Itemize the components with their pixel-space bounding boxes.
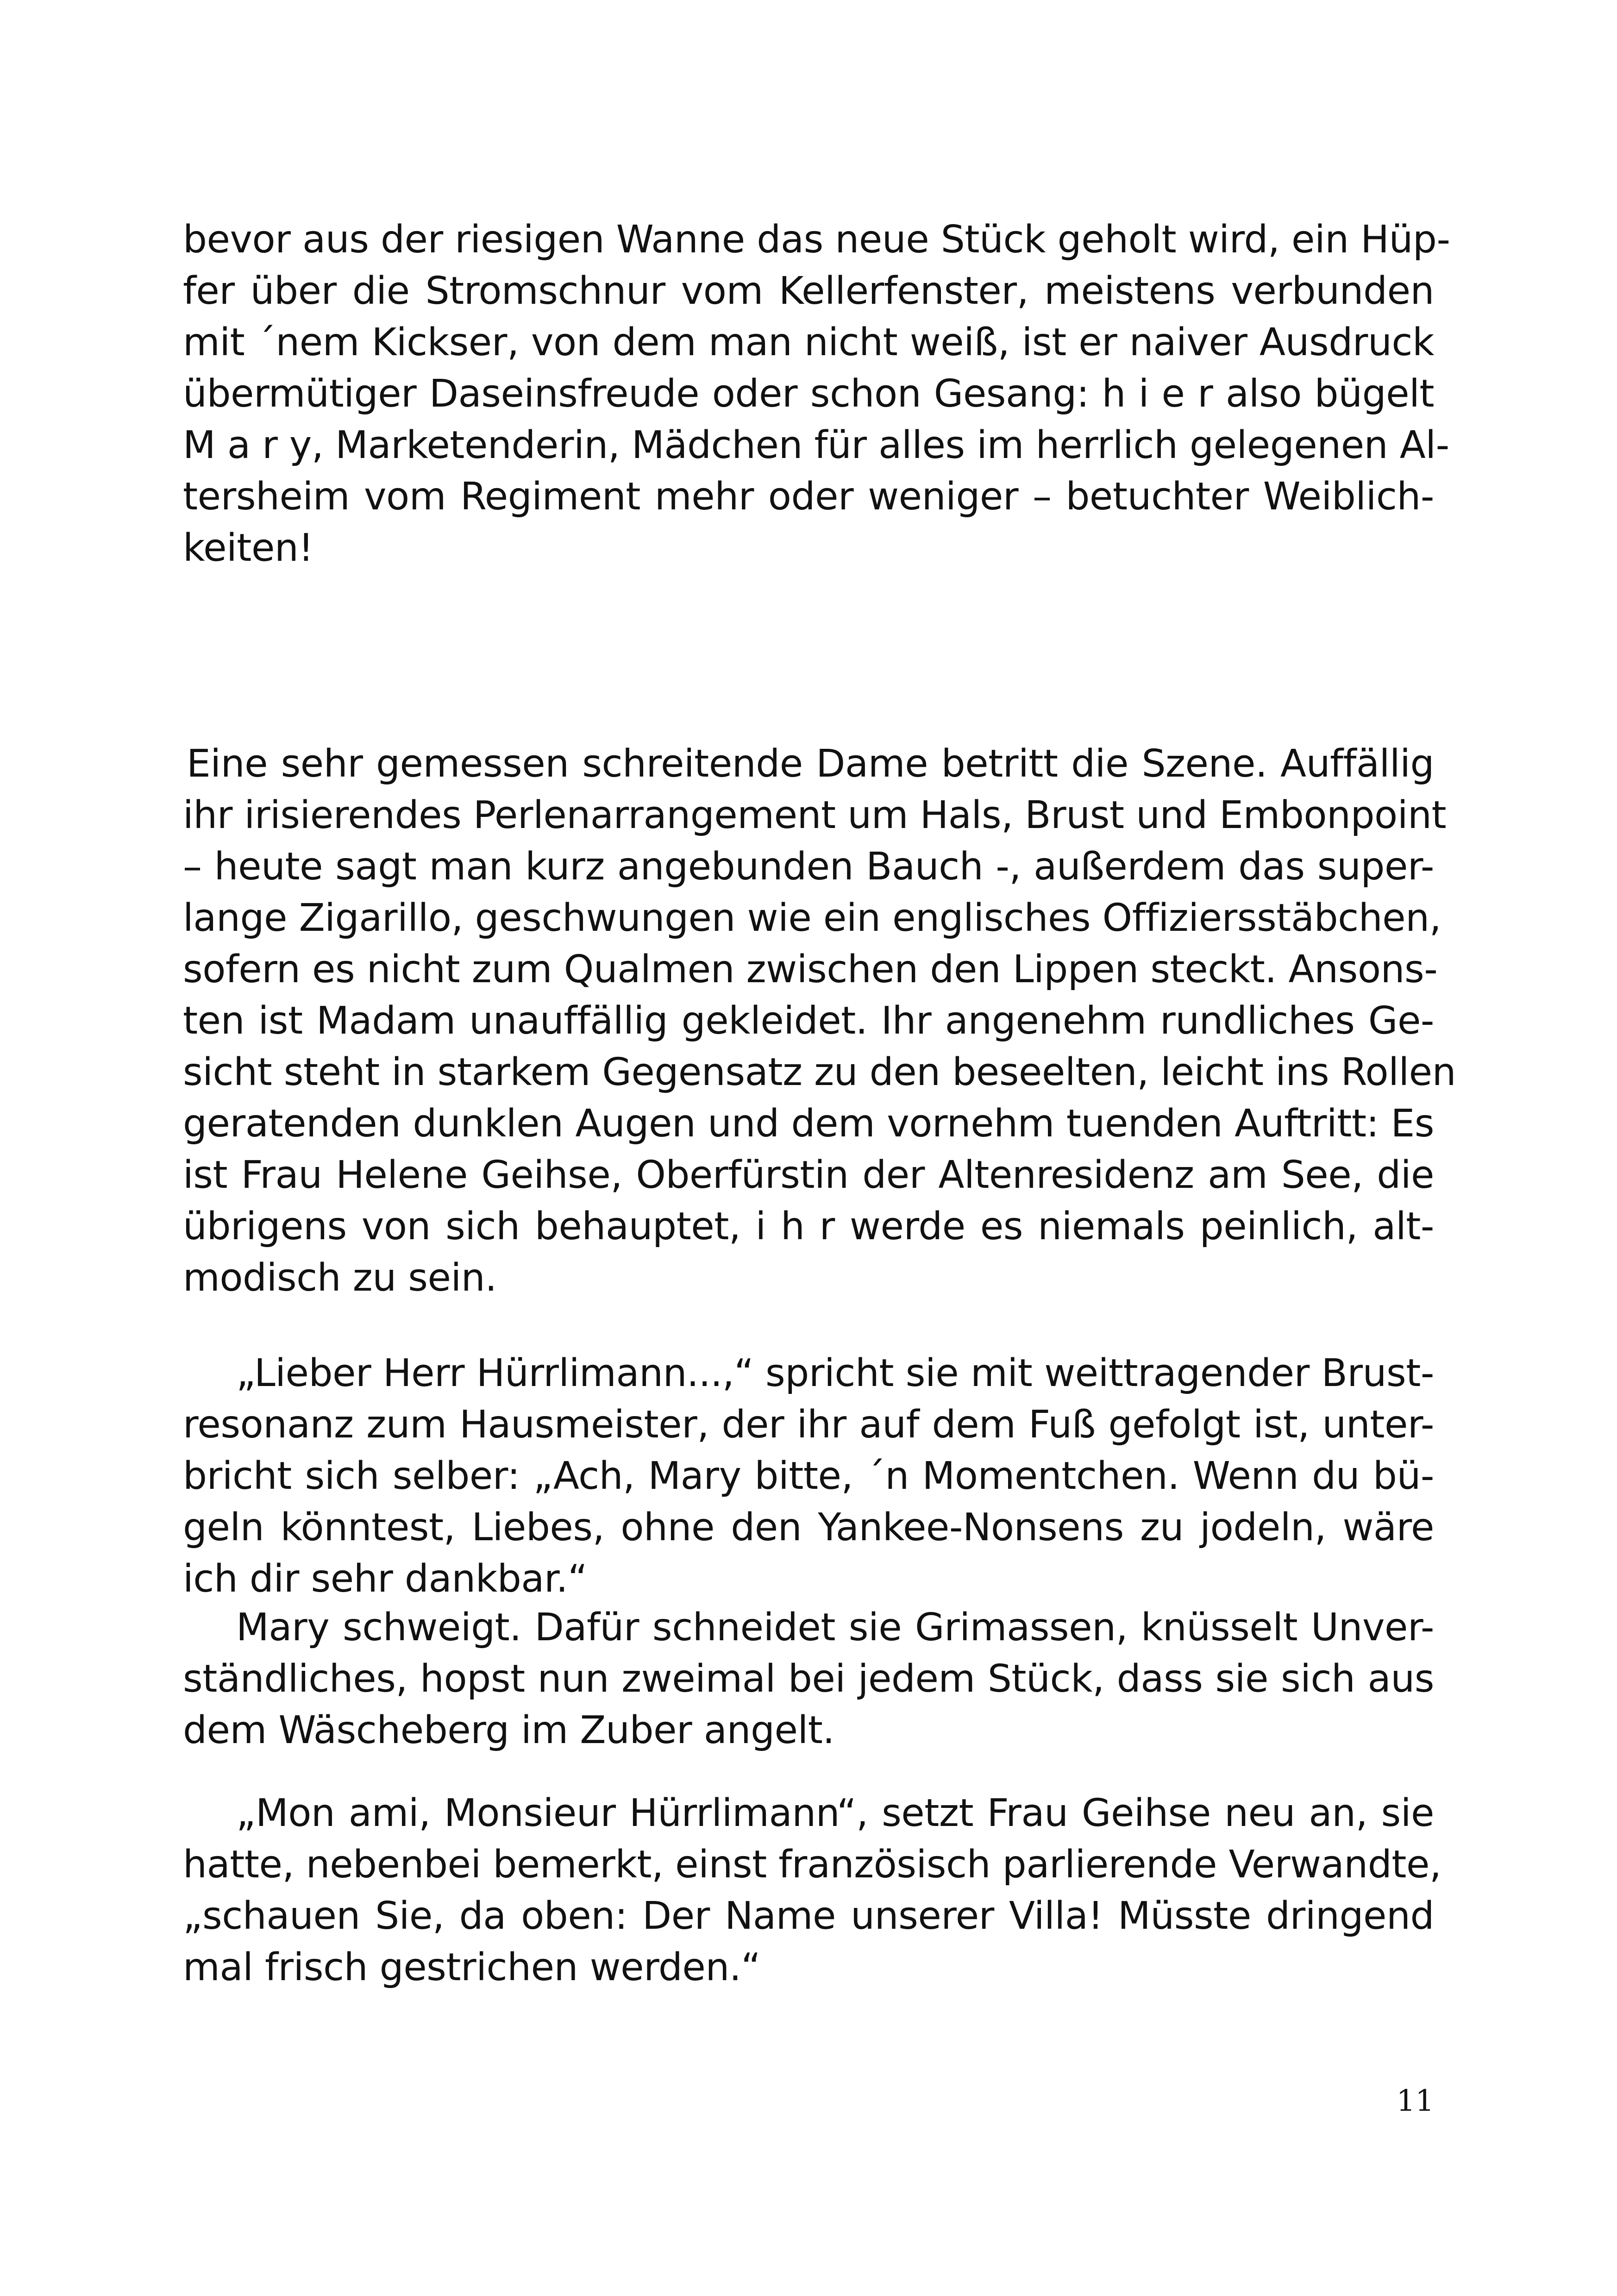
text-line: „Lieber Herr Hürrlimann...,“ spricht sie mit weittragender Brust-: [236, 1351, 1434, 1395]
paragraph-3: [183, 1348, 1434, 1605]
text-line: lange Zigarillo, geschwungen wie ein englisches Offiziersstäbchen,: [183, 896, 1442, 940]
text-line: sicht steht in starkem Gegensatz zu den beseelten, leicht ins Rollen: [183, 1050, 1456, 1094]
text-line: mit ´nem Kickser, von dem man nicht weiß, ist er naiver Ausdruck: [183, 320, 1434, 364]
text-line: sofern es nicht zum Qualmen zwischen den Lippen steckt. Ansons-: [183, 947, 1438, 991]
text-line: bevor aus der riesigen Wanne das neue Stück geholt wird, ein Hüp-: [183, 218, 1450, 262]
text-line: Eine sehr gemessen schreitende Dame betritt die Szene. Auffällig: [187, 742, 1434, 786]
text-line: – heute sagt man kurz angebunden Bauch -, außerdem das super-: [183, 845, 1434, 889]
paragraph-4: [183, 1602, 1434, 1756]
text-line: resonanz zum Hausmeister, der ihr auf dem Fuß gefolgt ist, unter-: [183, 1403, 1434, 1447]
text-line: „Mon ami, Monsieur Hürrlimann“, setzt Frau Geihse neu an, sie: [236, 1791, 1434, 1835]
text-line: übermütiger Daseinsfreude oder schon Gesang: h i e r also bügelt: [183, 372, 1434, 416]
text-line: fer über die Stromschnur vom Kellerfenster, meistens verbunden: [183, 269, 1434, 313]
text-line: geratenden dunklen Augen und dem vornehm tuenden Auftritt: Es: [183, 1102, 1434, 1146]
text-line: tersheim vom Regiment mehr oder weniger – betuchter Weiblich-: [183, 475, 1434, 519]
text-line: geln könntest, Liebes, ohne den Yankee-Nonsens zu jodeln, wäre: [183, 1506, 1434, 1549]
text-line: keiten!: [183, 526, 313, 570]
paragraph-2: [183, 738, 1456, 1304]
text-line: modisch zu sein.: [183, 1256, 497, 1300]
text-line: ten ist Madam unauffällig gekleidet. Ihr angenehm rundliches Ge-: [183, 999, 1434, 1043]
text-line: übrigens von sich behauptet, i h r werde es niemals peinlich, alt-: [183, 1204, 1434, 1248]
text-line: hatte, nebenbei bemerkt, einst französisch parlierende Verwandte,: [183, 1843, 1442, 1887]
text-line: Mary schweigt. Dafür schneidet sie Grimassen, knüsselt Unver-: [236, 1606, 1434, 1650]
text-line: „schauen Sie, da oben: Der Name unserer Villa! Müsste dringend: [183, 1894, 1434, 1938]
text-line: bricht sich selber: „Ach, Mary bitte, ´n Momentchen. Wenn du bü-: [183, 1454, 1434, 1498]
text-line: ist Frau Helene Geihse, Oberfürstin der Altenresidenz am See, die: [183, 1153, 1434, 1197]
text-line: ständliches, hopst nun zweimal bei jedem Stück, dass sie sich aus: [183, 1657, 1434, 1701]
page-number: 11: [1396, 2084, 1434, 2118]
text-line: dem Wäscheberg im Zuber angelt.: [183, 1708, 835, 1752]
text-line: ich dir sehr dankbar.“: [183, 1557, 588, 1601]
paragraph-5: [183, 1788, 1442, 1993]
text-line: mal frisch gestrichen werden.“: [183, 1945, 761, 1989]
text-line: M a r y, Marketenderin, Mädchen für alles im herrlich gelegenen Al-: [183, 423, 1449, 467]
text-line: ihr irisierendes Perlenarrangement um Hals, Brust und Embonpoint: [183, 793, 1447, 837]
paragraph-1: [183, 214, 1450, 574]
